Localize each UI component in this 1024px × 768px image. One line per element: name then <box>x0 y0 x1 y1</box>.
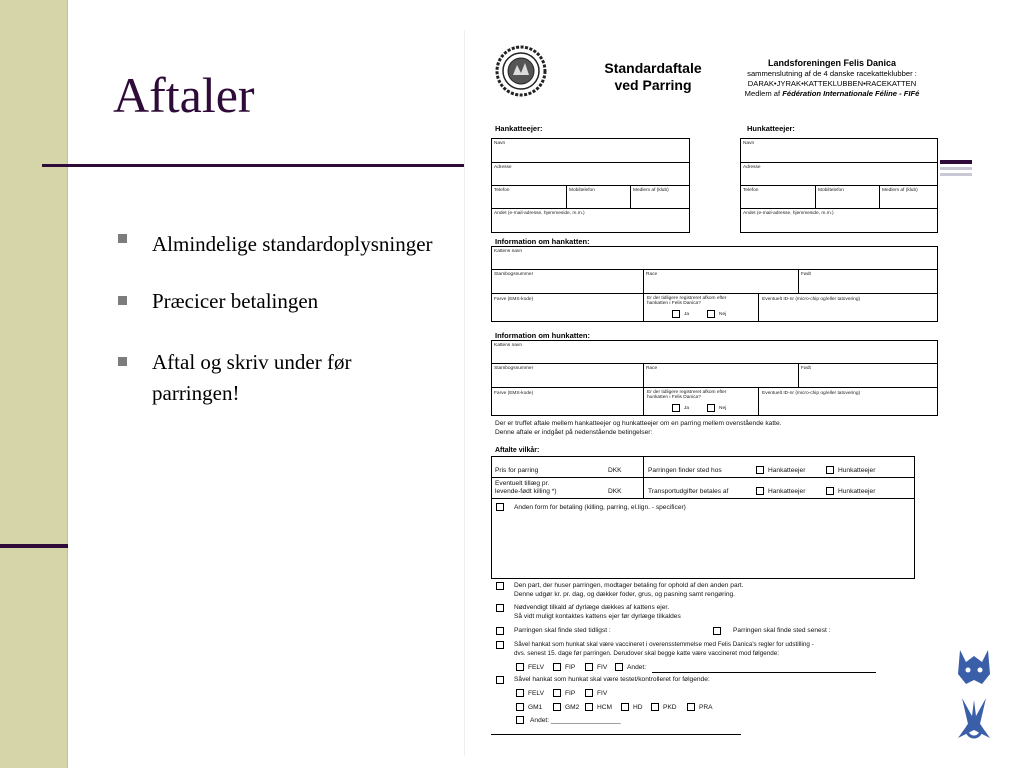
hankatteejer-label: Hankatteejer: <box>495 124 543 133</box>
nej-checkbox[interactable] <box>707 310 715 318</box>
fiv-checkbox[interactable] <box>585 663 593 671</box>
andet-checkbox[interactable] <box>516 716 524 724</box>
title-divider <box>42 164 482 167</box>
mobil-field[interactable]: Mobiltelefon <box>815 186 816 208</box>
bullet-item: Aftal og skriv under før parringen! <box>112 347 442 409</box>
stambog-field[interactable]: Stambogsnummer <box>494 272 534 277</box>
andet-checkbox[interactable] <box>615 663 623 671</box>
navn-field[interactable]: Navn <box>741 139 937 163</box>
form-title: Standardaftale ved Parring <box>604 60 702 93</box>
side-bar-accent <box>0 544 68 548</box>
hankatteejer-checkbox[interactable] <box>756 466 764 474</box>
ja-checkbox[interactable] <box>672 404 680 412</box>
kattens-navn-field[interactable]: Kattens navn <box>492 247 937 270</box>
bullet-square-icon <box>118 296 127 305</box>
adresse-field[interactable]: Adresse <box>741 163 937 186</box>
race-field[interactable]: Race <box>643 270 644 293</box>
pris-label: Pris for parring <box>495 467 539 474</box>
telefon-field[interactable]: Telefon <box>743 188 759 193</box>
hankatteejer-checkbox[interactable] <box>756 487 764 495</box>
fiv-checkbox[interactable] <box>585 689 593 697</box>
hankat-info-box: Kattens navn Stambogsnummer Race Født Farve (EMS-kode) Er der tidligere registreret afkom efter hankatten i Felis Danica? Ja Nej Eventuelt ID-nr (micro-chip og/eller tatovering) <box>491 246 938 322</box>
hunkatteejer-checkbox[interactable] <box>826 466 834 474</box>
mobil-field[interactable]: Mobiltelefon <box>566 186 567 208</box>
fip-checkbox[interactable] <box>553 663 561 671</box>
condition-checkbox[interactable] <box>496 627 504 635</box>
medlem-field[interactable]: Medlem af (klub) <box>630 186 631 208</box>
agreement-text: Der er truffet aftale mellem hankatteejer og hunkatteejer om en parring mellem ovenstående katte. <box>495 420 782 427</box>
slide-title: Aftaler <box>113 67 255 123</box>
kattens-navn-field[interactable]: Kattens navn <box>492 341 937 364</box>
right-accent-lines <box>938 160 972 177</box>
bottom-rule <box>491 734 741 735</box>
hankatteejer-box <box>491 138 690 233</box>
felis-danica-seal-icon <box>495 45 547 97</box>
andet-field[interactable]: Andet (e-mail-adresse, hjemmeside, m.m.) <box>743 211 834 216</box>
fodt-field[interactable]: Født <box>798 270 799 293</box>
felv-checkbox[interactable] <box>516 663 524 671</box>
farve-field[interactable]: Farve (EMS-kode) <box>494 391 534 396</box>
pkd-checkbox[interactable] <box>651 703 659 711</box>
bullet-square-icon <box>118 234 127 243</box>
nej-checkbox[interactable] <box>707 404 715 412</box>
id-field[interactable]: Eventuelt ID-nr (micro-chip og/eller tatovering) <box>758 294 759 322</box>
organization-info: Landsforeningen Felis Danica sammenslutning af de 4 danske racekatteklubber : DARAK•JYRAK•KATTEKLUBBEN•RACEKATTEN Medlem af Fédération Internationale Féline - FIFé <box>744 58 920 98</box>
andet-field[interactable]: Andet (e-mail-adresse, hjemmeside, m.m.) <box>494 211 585 216</box>
gm1-checkbox[interactable] <box>516 703 524 711</box>
ja-checkbox[interactable] <box>672 310 680 318</box>
felv-checkbox[interactable] <box>516 689 524 697</box>
stambog-field[interactable]: Stambogsnummer <box>494 366 534 371</box>
farve-field[interactable]: Farve (EMS-kode) <box>494 297 534 302</box>
hunkat-info-box: Kattens navn Stambogsnummer Race Født Farve (EMS-kode) Er der tidligere registreret afkom efter hunkatten i Felis Danica? Ja Nej Eventuelt ID-nr (micro-chip og/eller tatovering) <box>491 340 938 416</box>
pra-checkbox[interactable] <box>687 703 695 711</box>
condition-checkbox[interactable] <box>496 676 504 684</box>
condition-checkbox[interactable] <box>496 641 504 649</box>
vilkar-table: Pris for parring DKK Parringen finder sted hos Hankatteejer Hunkatteejer Eventuelt tillæg pr. levende-født killing *) DKK Transportudgifter betales af Hankatteejer Hunkatteejer Anden form for betaling (killing, parring, el.lign. - specificer) <box>491 456 915 579</box>
side-bar <box>0 0 68 768</box>
bullet-list <box>112 222 442 409</box>
fodt-field[interactable]: Født <box>798 364 799 387</box>
hunkatteejer-box <box>740 138 938 233</box>
info-hankat-label: Information om hankatten: <box>495 237 590 246</box>
gm2-checkbox[interactable] <box>553 703 561 711</box>
bullet-item: Almindelige standardoplysninger <box>112 222 442 266</box>
anden-checkbox[interactable] <box>496 503 504 511</box>
vilkar-label: Aftalte vilkår: <box>495 447 540 454</box>
race-field[interactable]: Race <box>643 364 644 387</box>
condition-checkbox[interactable] <box>496 604 504 612</box>
agreement-text: Denne aftale er indgået på nedenstående betingelser: <box>495 429 653 436</box>
mating-agreement-form: Standardaftale ved Parring Landsforeningen Felis Danica sammenslutning af de 4 danske racekatteklubber : DARAK•JYRAK•KATTEKLUBBEN•RACEKATTEN Medlem af Fédération Internationale Féline - FIFé Hankatteejer: Hunkatteejer: Navn Adresse Telefon Mobiltelefon Medlem af (klub) Andet (e-mail-adresse, hjemmeside, m.m.) Navn Adresse Telefon Mobiltelefon Medlem af (klub) Andet (e-mail-adresse, hjemmeside, m.m.) Information om hankatten: Kattens navn Stambogsnummer Race Født Farve (EMS-kode) Er der tidligere registreret afkom efter hankatten i Felis Danica? Ja Nej Eventuelt ID-nr (micro-chip og/eller tatovering) Information om hunkatten: Kattens navn Stambogsnummer Race Født Farve (EMS-kode) Er der tidligere registreret afkom efter hunkatten i Felis Danica? Ja Nej Eventuelt ID-nr (micro-chip og/eller tatovering) Der er truffet aftale mellem hankatteejer og hunkatteejer om en parring mellem ovenstående katte. Denne aftale er indgået på nedenstående betingelser: Aftalte vilkår: Pris for parring DKK Parringen finder sted hos Hankatteejer Hunkatteejer Eventuelt tillæg pr. levende-født killing *) DKK Transportudgifter betales af Hankatteejer Hunkatteejer Anden form for betaling (killing, parring, el.lign. - specificer) Den part, der huser parringen, modtager betaling for ophold af den anden part. Denne udgør kr. pr. dag, og dækker foder, grus, og pasning samt rengøring. Nødvendigt tilkald af dyrlæge dækkes af kattens ejer. Så vidt muligt kontaktes kattens ejer før dyrlæge tilkaldes Parringen skal finde sted tidligst : Parringen skal finde sted senest : Såvel hankat som hunkat skal være vaccineret i overensstemmelse med Felis Danica's regler for udstilling - dvs. senest 15. dage før parringen. Derudover skal begge katte være vaccineret mod følgende: FELV FIP FIV Andet: Såvel hankat som hunkat skal være testet/kontrolleret for følgende: FELV FIP FIV GM1 GM2 HCM HD PKD PRA Andet: ___________________ <box>464 30 940 756</box>
adresse-field[interactable]: Adresse <box>492 163 689 186</box>
info-hunkat-label: Information om hunkatten: <box>495 331 590 340</box>
hd-checkbox[interactable] <box>621 703 629 711</box>
navn-field[interactable]: Navn <box>492 139 689 163</box>
telefon-field[interactable]: Telefon <box>494 188 510 193</box>
cat-logo-icon <box>952 640 996 750</box>
id-field[interactable]: Eventuelt ID-nr (micro-chip og/eller tatovering) <box>758 388 759 416</box>
dkk-label: DKK <box>608 467 622 474</box>
hunkatteejer-checkbox[interactable] <box>826 487 834 495</box>
fip-checkbox[interactable] <box>553 689 561 697</box>
condition-checkbox[interactable] <box>713 627 721 635</box>
hcm-checkbox[interactable] <box>585 703 593 711</box>
bullet-item: Præcicer betalingen <box>112 286 442 317</box>
bullet-square-icon <box>118 357 127 366</box>
tillaeg-label: Eventuelt tillæg pr. <box>495 480 550 487</box>
hunkatteejer-label: Hunkatteejer: <box>747 124 795 133</box>
anden-betaling-field[interactable]: Anden form for betaling (killing, parring, el.lign. - specificer) <box>492 499 914 579</box>
condition-checkbox[interactable] <box>496 582 504 590</box>
medlem-field[interactable]: Medlem af (klub) <box>879 186 880 208</box>
andet-line[interactable] <box>652 672 876 673</box>
